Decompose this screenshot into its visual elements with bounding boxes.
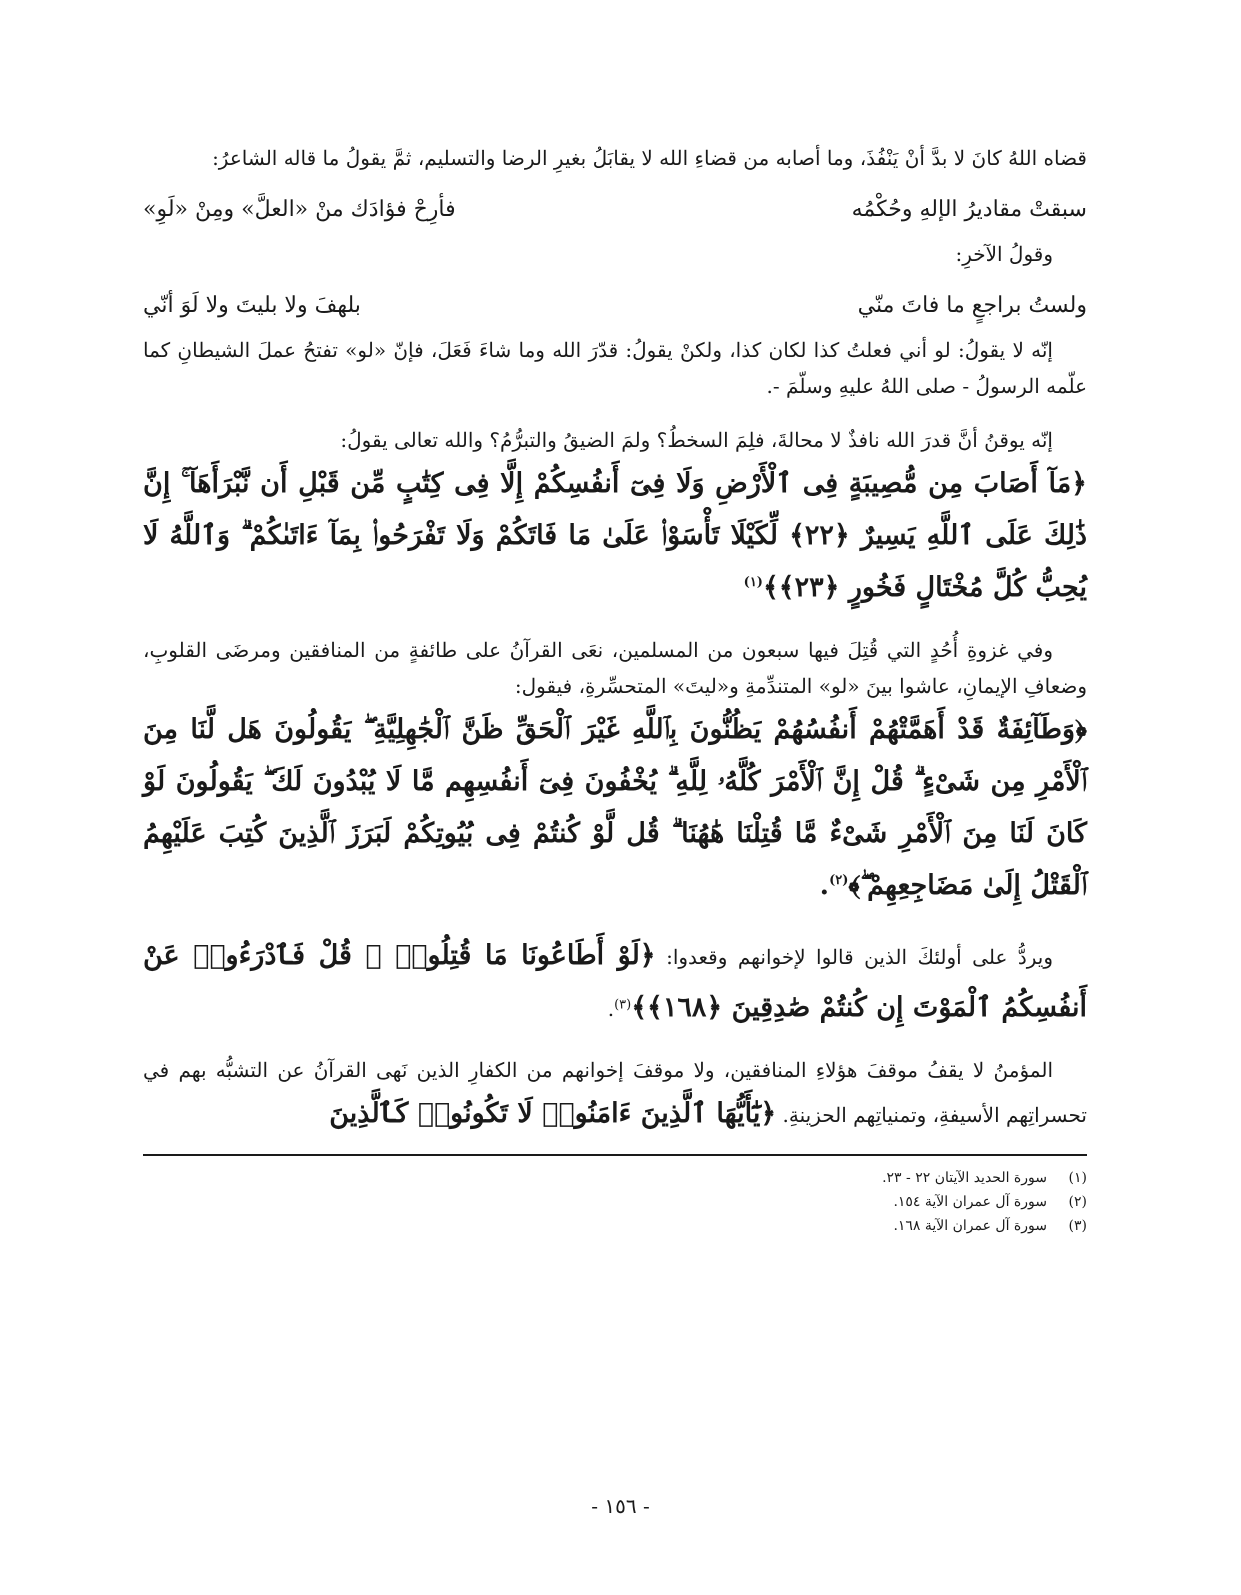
paragraph-6-intro: ويردُّ على أولئكَ الذين قالوا لإخوانهم وقعدوا: bbox=[666, 945, 1053, 969]
footnote-text: سورة آل عمران الآية ١٥٤. bbox=[893, 1194, 1047, 1210]
footnote-divider bbox=[143, 1154, 1087, 1156]
footnote-item bbox=[143, 1166, 1087, 1190]
paragraph-1: قضاه اللهُ كانَ لا بدَّ أنْ يَنْفُذَ، وما أصابه من قضاءِ الله لا يقابَلُ بغيرِ الرضا والتسليم، ثمَّ يقولُ ما قاله الشاعرُ: bbox=[212, 146, 1087, 170]
poetry-verse-2 bbox=[143, 286, 1087, 326]
footnote-ref-2: (٢) bbox=[829, 873, 849, 888]
footnotes-list bbox=[143, 1166, 1087, 1238]
footnote-item bbox=[143, 1190, 1087, 1214]
page-number: - ١٥٦ - bbox=[591, 1494, 650, 1518]
quran-text-2: ﴿وَطَآئِفَةٌ قَدْ أَهَمَّتْهُمْ أَنفُسُهُمْ يَظُنُّونَ بِٱللَّهِ غَيْرَ ٱلْحَقِّ ظَنَّ ٱلْجَٰهِلِيَّةِ ۖ يَقُولُونَ هَل لَّنَا مِنَ ٱلْأَمْرِ مِن شَىْءٍ ۗ قُلْ إِنَّ ٱلْأَمْرَ كُلَّهُۥ لِلَّهِ ۗ يُخْفُونَ فِىٓ أَنفُسِهِم مَّا لَا يُبْدُونَ لَكَ ۖ يَقُولُونَ لَوْ كَانَ لَنَا مِنَ ٱلْأَمْرِ شَىْءٌ مَّا قُتِلْنَا هَٰهُنَا ۗ قُل لَّوْ كُنتُمْ فِى بُيُوتِكُمْ لَبَرَزَ ٱلَّذِينَ كُتِبَ عَلَيْهِمُ ٱلْقَتْلُ إِلَىٰ مَضَاجِعِهِمْ ۖ﴾ bbox=[143, 714, 1087, 901]
quran-text-1: ﴿مَآ أَصَابَ مِن مُّصِيبَةٍ فِى ٱلْأَرْضِ وَلَا فِىٓ أَنفُسِكُمْ إِلَّا فِى كِتَٰبٍ مِّن قَبْلِ أَن نَّبْرَأَهَآ ۚ إِنَّ ذَٰلِكَ عَلَى ٱللَّهِ يَسِيرٌ ﴿٢٢﴾ لِّكَيْلَا تَأْسَوْا۟ عَلَىٰ مَا فَاتَكُمْ وَلَا تَفْرَحُوا۟ بِمَآ ءَاتَىٰكُمْ ۗ وَٱللَّهُ لَا يُحِبُّ كُلَّ مُخْتَالٍ فَخُورٍ ﴿٢٣﴾﴾ bbox=[143, 468, 1087, 603]
paragraph-4: إنّه يوقنُ أنَّ قدرَ الله نافذٌ لا محالةَ، فلِمَ السخطُ؟ ولمَ الضيقُ والتبرُّمُ؟ والله تعالى يقولُ: bbox=[340, 428, 1053, 452]
paragraph-7 bbox=[143, 1052, 1087, 1140]
paragraph-7-text: المؤمنُ لا يقفُ موقفَ هؤلاءِ المنافقين، ولا موقفَ إخوانهم من الكفارِ الذين نَهى القرآنُ عن التشبُّه بهم في تحسراتِهم الأسيفةِ، وتمنياتِهم الحزينةِ. bbox=[143, 1058, 1087, 1127]
verse-2-second-hemistich: بلهفَ ولا بليتَ ولا لَوَ أنّي bbox=[143, 293, 361, 318]
footnote-ref-1: (١) bbox=[743, 575, 763, 590]
verse-2-first-hemistich: ولستُ براجعٍ ما فاتَ منّي bbox=[857, 293, 1087, 318]
page-body bbox=[143, 140, 1087, 1238]
paragraph-3: إنّه لا يقولُ: لو أني فعلتُ كذا لكان كذا، ولكنْ يقولُ: قدّرَ الله وما شاءَ فَعَلَ، فإنّ «لو» تفتحُ عملَ الشيطانِ كما علّمه الرسولُ - صلى اللهُ عليهِ وسلّمَ -. bbox=[143, 338, 1087, 398]
quran-quote-1 bbox=[143, 458, 1087, 614]
footnote-text: سورة آل عمران الآية ١٦٨. bbox=[893, 1218, 1047, 1234]
paragraph-6: ويردُّ على أولئكَ الذين قالوا لإخوانهم وقعدوا: ﴿لَوْ أَطَاعُونَا مَا قُتِلُوا۟ ۗ قُلْ فَٱدْرَءُوا۟ عَنْ أَنفُسِكُمُ ٱلْمَوْتَ إِن كُنتُمْ صَٰدِقِينَ ﴿١٦٨﴾﴾$^{(٣)}$. bbox=[143, 940, 1087, 1023]
paragraph-5: وفي غزوةِ أُحُدٍ التي قُتِلَ فيها سبعون من المسلمين، نعَى القرآنُ على طائفةٍ من المنافقين ومرضَى القلوبِ، وضعافِ الإيمانِ، عاشوا بينَ «لو» المتندِّمةِ و«ليتَ» المتحسِّرةِ، فيقول: bbox=[143, 638, 1087, 698]
footnote-number: (١) bbox=[1068, 1170, 1087, 1186]
quran-text-4: ﴿يَٰٓأَيُّهَا ٱلَّذِينَ ءَامَنُوا۟ لَا تَكُونُوا۟ كَٱلَّذِينَ bbox=[329, 1098, 777, 1129]
quran-text-3: ﴿لَوْ أَطَاعُونَا مَا قُتِلُوا۟ ۗ قُلْ فَٱدْرَءُوا۟ عَنْ أَنفُسِكُمُ ٱلْمَوْتَ إِن كُنتُمْ صَٰدِقِينَ ﴿١٦٨﴾﴾ bbox=[143, 940, 1087, 1023]
paragraph-2: وقولُ الآخرِ: bbox=[955, 242, 1053, 266]
quran-quote-2: ﴿وَطَآئِفَةٌ قَدْ أَهَمَّتْهُمْ أَنفُسُهُمْ يَظُنُّونَ بِٱللَّهِ غَيْرَ ٱلْحَقِّ ظَنَّ ٱلْجَٰهِلِيَّةِ ۖ يَقُولُونَ هَل لَّنَا مِنَ ٱلْأَمْرِ مِن شَىْءٍ ۗ قُلْ إِنَّ ٱلْأَمْرَ كُلَّهُۥ لِلَّهِ ۗ يُخْفُونَ فِىٓ أَنفُسِهِم مَّا لَا يُبْدُونَ لَكَ ۖ يَقُولُونَ لَوْ كَانَ لَنَا مِنَ ٱلْأَمْرِ شَىْءٌ مَّا قُتِلْنَا هَٰهُنَا ۗ قُل لَّوْ كُنتُمْ فِى بُيُوتِكُمْ لَبَرَزَ ٱلَّذِينَ كُتِبَ عَلَيْهِمُ ٱلْقَتْلُ إِلَىٰ مَضَاجِعِهِمْ ۖ﴾$^{(٢)}$. bbox=[143, 714, 1087, 901]
poetry-verse-1 bbox=[143, 190, 1087, 230]
verse-1-second-hemistich: فأرِحْ فؤادَك منْ «العلَّ» ومِنْ «لَوِ» bbox=[143, 197, 456, 222]
footnote-text: سورة الحديد الآيتان ٢٢ - ٢٣. bbox=[882, 1170, 1047, 1186]
footnote-ref-3: (٣) bbox=[614, 997, 632, 1013]
footnote-number: (٢) bbox=[1068, 1194, 1087, 1210]
footnote-item bbox=[143, 1214, 1087, 1238]
verse-1-first-hemistich: سبقتْ مقاديرُ الإلهِ وحُكْمُه bbox=[851, 197, 1087, 222]
footnote-number: (٣) bbox=[1068, 1218, 1087, 1234]
